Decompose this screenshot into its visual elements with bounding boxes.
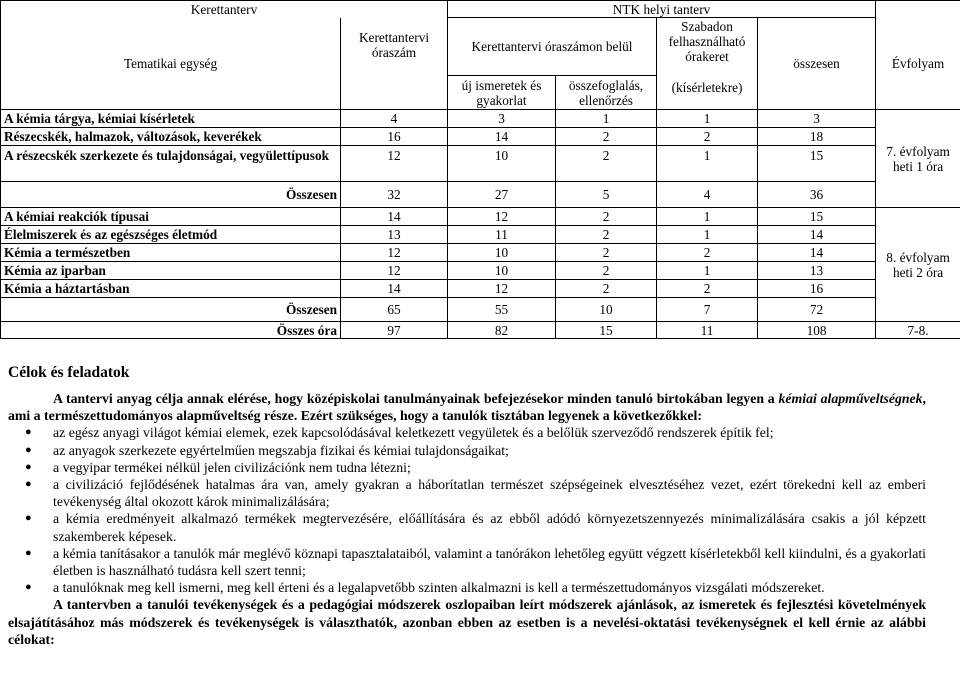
bullet-icon: ● — [25, 478, 32, 491]
cell-szabadon: 2 — [657, 244, 758, 262]
cell-kerettantervi: 12 — [341, 146, 448, 182]
cell-uj: 10 — [448, 146, 556, 182]
table-row — [1, 110, 960, 128]
cell-szabadon: 2 — [657, 128, 758, 146]
cell-szabadon: 7 — [657, 298, 758, 322]
cell-kerettantervi: 13 — [341, 226, 448, 244]
table-row — [1, 146, 960, 182]
list-item-text: az egész anyagi világot kémiai elemek, ezek kapcsolódásával keletkezett vegyületek és a belőlük szerveződő rendszerek építik fel; — [53, 425, 774, 441]
header-uj-ismeretek: új ismeretek és gyakorlat — [448, 76, 556, 110]
list-item — [8, 510, 926, 544]
cell-uj: 12 — [448, 208, 556, 226]
header-szabadon-text: Szabadon felhasználható órakeret — [668, 19, 746, 64]
grade-8: 8. évfolyam heti 2 óra — [876, 208, 960, 322]
cell-uj: 82 — [448, 322, 556, 339]
bullet-icon: ● — [25, 460, 32, 473]
list-item — [8, 476, 926, 510]
table-row-total — [1, 182, 960, 208]
cell-szabadon: 11 — [657, 322, 758, 339]
list-item-text: az anyagok szerkezete egyértelműen megszabja fizikai és kémiai tulajdonságaikat; — [53, 442, 509, 458]
header-osszefoglalas: összefoglalás, ellenőrzés — [556, 76, 657, 110]
section-heading: Célok és feladatok — [8, 364, 130, 381]
cell-osszesen: 72 — [758, 298, 876, 322]
cell-szabadon: 1 — [657, 146, 758, 182]
cell-osszefoglalas: 5 — [556, 182, 657, 208]
cell-osszefoglalas: 2 — [556, 280, 657, 298]
closing-paragraph: A tantervben a tanulói tevékenységek és a pedagógiai módszerek oszlopaiban leírt módszerek ajánlások, az ismeretek és fejlesztési követelmények elsajátításához más módszerek és tevékenységek is választhatók, azonban ebben az esetben is a nevelési-oktatási tevékenységnek el kell érnie az alábbi célokat: — [8, 597, 926, 647]
header-tematikai-egyseg: Tematikai egység — [1, 18, 341, 110]
bullet-icon: ● — [25, 443, 32, 456]
grand-total-label: Összes óra — [1, 322, 341, 339]
row-topic: A részecskék szerkezete és tulajdonságai, vegyülettípusok — [1, 146, 341, 182]
goals-list — [8, 424, 926, 596]
header-osszesen: összesen — [758, 18, 876, 110]
cell-osszefoglalas: 2 — [556, 244, 657, 262]
row-topic: Részecskék, halmazok, változások, keverékek — [1, 128, 341, 146]
cell-uj: 12 — [448, 280, 556, 298]
header-kerettantervi-oraszamon-belul: Kerettantervi óraszámon belül — [448, 18, 657, 76]
table-row — [1, 226, 960, 244]
row-topic: A kémia tárgya, kémiai kísérletek — [1, 110, 341, 128]
total-7-label: Összesen — [1, 182, 341, 208]
total-8-label: Összesen — [1, 298, 341, 322]
cell-szabadon: 1 — [657, 110, 758, 128]
cell-osszesen: 36 — [758, 182, 876, 208]
row-topic: Kémia a háztartásban — [1, 280, 341, 298]
list-item-text: a civilizáció fejlődésének hatalmas ára van, amely gyakran a háborítatlan természet szépségeinek elvesztéséhez vezet, ezért törekedni kell az emberi tevékenység által okozott károk minimalizálására; — [53, 477, 926, 510]
header-kerettanterv: Kerettanterv — [1, 1, 448, 18]
intro-text-end: , ami a természettudományos alapműveltség része. Ezért szükséges, hogy a tanulók tisztában legyenek a következőkkel: — [8, 391, 926, 424]
table-row — [1, 128, 960, 146]
header-kiserletekre: (kísérletekre) — [671, 80, 743, 95]
cell-osszesen: 15 — [758, 208, 876, 226]
bullet-icon: ● — [25, 581, 32, 594]
cell-uj: 11 — [448, 226, 556, 244]
intro-text: A tantervi anyag célja annak elérése, hogy középiskolai tanulmányainak befejezésekor minden tanuló birtokában legyen a — [53, 391, 779, 406]
list-item-text: a vegyipar termékei nélkül jelen civilizációnk nem tudna létezni; — [53, 459, 411, 475]
cell-uj: 14 — [448, 128, 556, 146]
intro-paragraph — [8, 390, 926, 424]
cell-uj: 27 — [448, 182, 556, 208]
cell-uj: 10 — [448, 244, 556, 262]
cell-osszesen: 108 — [758, 322, 876, 339]
list-item-text: a kémia eredményeit alkalmazó termékek megtervezésére, előállítására és az ebből adódó környezetszennyezés minimalizálására csakis a jól képzett szakemberek képesek. — [53, 511, 926, 544]
cell-kerettantervi: 97 — [341, 322, 448, 339]
cell-szabadon: 1 — [657, 208, 758, 226]
list-item — [8, 579, 926, 596]
row-topic: A kémiai reakciók típusai — [1, 208, 341, 226]
cell-uj: 55 — [448, 298, 556, 322]
cell-osszefoglalas: 2 — [556, 146, 657, 182]
cell-osszesen: 14 — [758, 244, 876, 262]
bullet-icon: ● — [25, 546, 32, 559]
bullet-icon: ● — [25, 426, 32, 439]
cell-osszesen: 15 — [758, 146, 876, 182]
cell-osszesen: 13 — [758, 262, 876, 280]
cell-uj: 10 — [448, 262, 556, 280]
list-item-text: a kémia tanításakor a tanulók már meglévő köznapi tapasztalataiból, valamint a tanórákon lehetőleg együtt végzett kísérletekből kell kiindulni, és a gyakorlati életben is használható tudásra kell szert tenni; — [53, 545, 926, 579]
list-item — [8, 442, 926, 459]
cell-osszesen: 16 — [758, 280, 876, 298]
intro-italic-text: kémiai alapműveltségnek — [778, 391, 923, 406]
grade-7: 7. évfolyam heti 1 óra — [876, 110, 960, 208]
cell-szabadon: 1 — [657, 262, 758, 280]
table-row — [1, 262, 960, 280]
curriculum-table — [0, 0, 960, 339]
row-topic: Élelmiszerek és az egészséges életmód — [1, 226, 341, 244]
cell-szabadon: 4 — [657, 182, 758, 208]
cell-osszefoglalas: 1 — [556, 110, 657, 128]
header-evfolyam: Évfolyam — [876, 18, 960, 110]
list-item — [8, 459, 926, 476]
cell-osszefoglalas: 2 — [556, 208, 657, 226]
cell-kerettantervi: 32 — [341, 182, 448, 208]
table-row — [1, 208, 960, 226]
cell-kerettantervi: 14 — [341, 280, 448, 298]
cell-kerettantervi: 12 — [341, 262, 448, 280]
bullet-icon: ● — [25, 512, 32, 525]
cell-osszesen: 18 — [758, 128, 876, 146]
cell-kerettantervi: 16 — [341, 128, 448, 146]
cell-kerettantervi: 65 — [341, 298, 448, 322]
list-item-text: a tanulóknak meg kell ismerni, meg kell érteni és a legalapvetőbb szinten alkalmazni is kell a természettudományos vizsgálati módszereket. — [53, 580, 825, 596]
goals-text — [8, 390, 926, 648]
table-row-grand-total — [1, 322, 960, 339]
cell-osszefoglalas: 2 — [556, 128, 657, 146]
cell-uj: 3 — [448, 110, 556, 128]
cell-szabadon: 1 — [657, 226, 758, 244]
row-topic: Kémia a természetben — [1, 244, 341, 262]
cell-osszesen: 3 — [758, 110, 876, 128]
list-item — [8, 424, 926, 441]
cell-kerettantervi: 4 — [341, 110, 448, 128]
cell-osszefoglalas: 10 — [556, 298, 657, 322]
cell-osszefoglalas: 2 — [556, 262, 657, 280]
table-row — [1, 280, 960, 298]
cell-kerettantervi: 12 — [341, 244, 448, 262]
table-row-total — [1, 298, 960, 322]
cell-szabadon: 2 — [657, 280, 758, 298]
cell-osszefoglalas: 2 — [556, 226, 657, 244]
table-row — [1, 244, 960, 262]
header-kerettantervi-oraszam: Kerettantervi óraszám — [341, 18, 448, 110]
cell-osszefoglalas: 15 — [556, 322, 657, 339]
row-topic: Kémia az iparban — [1, 262, 341, 280]
list-item — [8, 545, 926, 579]
cell-osszesen: 14 — [758, 226, 876, 244]
header-ntk: NTK helyi tanterv — [448, 1, 876, 18]
cell-kerettantervi: 14 — [341, 208, 448, 226]
header-szabadon — [657, 18, 758, 110]
grand-total-grade: 7-8. — [876, 322, 960, 339]
